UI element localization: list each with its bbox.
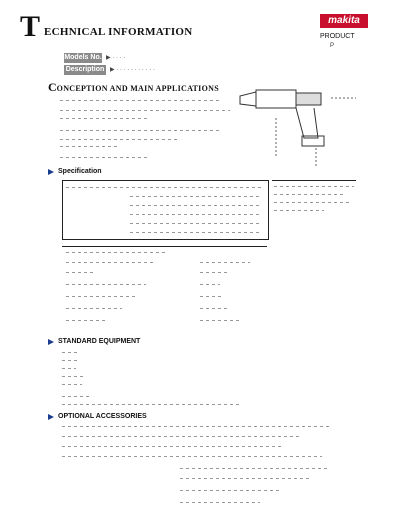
conception-heading-text: ONCEPTION AND MAIN APPLICATIONS [56, 84, 219, 93]
list-item [62, 384, 82, 385]
text-line [60, 157, 150, 158]
optional-accessories-bullet-icon [48, 414, 54, 420]
table-row [130, 214, 260, 215]
specification-bullet-icon [48, 169, 54, 175]
description-arrow-icon: ▶ · · · · · · · · · · · [110, 67, 155, 73]
list-item [180, 478, 310, 479]
table-row [130, 205, 260, 206]
table-row [66, 187, 262, 188]
list-item [62, 352, 78, 353]
list-item [62, 446, 282, 447]
brand-logo: makita [320, 14, 368, 28]
text-line [60, 118, 150, 119]
model-arrow-icon: ▶ · · · · [106, 55, 126, 61]
list-item [62, 456, 322, 457]
conception-initial: C [48, 80, 57, 94]
list-item [180, 490, 280, 491]
model-no-label: Models No. [64, 54, 102, 61]
table-row [200, 262, 250, 263]
list-item [62, 436, 302, 437]
table-row [200, 296, 224, 297]
table-row [66, 272, 96, 273]
text-line [60, 100, 220, 101]
description-label: Description [65, 66, 105, 73]
list-item [180, 468, 330, 469]
specification-table-2 [62, 246, 267, 331]
list-item [62, 396, 92, 397]
text-line [274, 210, 324, 211]
publication-sub: P [330, 43, 335, 49]
table-row [200, 308, 230, 309]
table-row [66, 262, 156, 263]
text-line [60, 110, 230, 111]
text-line [60, 146, 120, 147]
text-line [274, 202, 350, 203]
table-row [130, 196, 260, 197]
list-item [62, 360, 80, 361]
table-row [200, 284, 220, 285]
standard-equipment-bullet-icon [48, 339, 54, 345]
optional-accessories-heading: OPTIONAL ACCESSORIES [58, 413, 147, 420]
text-line [274, 186, 354, 187]
title-initial: T [20, 10, 41, 43]
list-item [62, 376, 86, 377]
text-line [274, 194, 344, 195]
table-row [66, 252, 166, 253]
table-row [200, 320, 240, 321]
publication-label: PRODUCT [320, 33, 355, 40]
text-line [60, 139, 180, 140]
specification-heading: Specification [58, 168, 102, 175]
table-row [200, 272, 230, 273]
table-row [66, 320, 106, 321]
table-row [66, 308, 122, 309]
conception-heading [48, 80, 219, 95]
standard-equipment-heading: STANDARD EQUIPMENT [58, 338, 141, 345]
list-item [180, 502, 260, 503]
specification-table [62, 180, 269, 240]
list-item [62, 368, 76, 369]
table-row [130, 232, 260, 233]
list-item [62, 404, 242, 405]
table-row [66, 296, 136, 297]
table-row [130, 223, 260, 224]
text-line [60, 130, 220, 131]
page-title: ECHNICAL INFORMATION [44, 26, 193, 38]
tool-illustration [236, 78, 366, 168]
list-item [62, 426, 332, 427]
table-row [66, 284, 146, 285]
